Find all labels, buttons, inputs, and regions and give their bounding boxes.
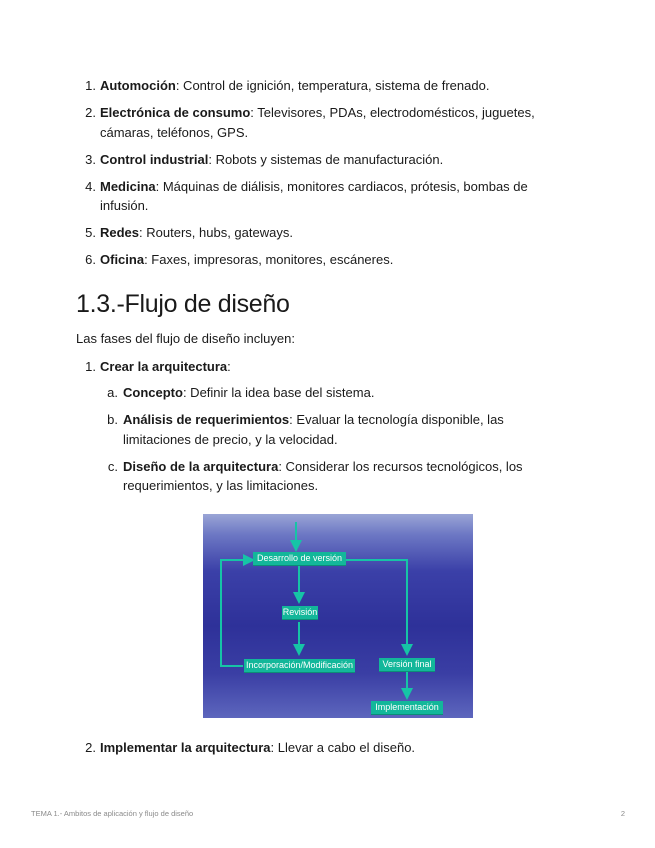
- item-letter: b.: [107, 412, 118, 427]
- item-letter: a.: [107, 385, 118, 400]
- box-implementacion: Implementación: [371, 701, 443, 715]
- item-term: Control industrial: [100, 151, 209, 167]
- section-intro: Las fases del flujo de diseño incluyen:: [76, 331, 295, 346]
- item-term: Análisis de requerimientos: [123, 412, 290, 427]
- item-term: Medicina: [100, 178, 156, 194]
- item-desc: : Evaluar la tecnología disponible, las limitaciones de precio, y la velocidad.: [123, 412, 504, 447]
- list-item: [76, 250, 576, 270]
- item-letter: c.: [107, 458, 118, 474]
- item-term: Redes: [100, 225, 140, 240]
- box-desarrollo-version: Desarrollo de versión: [253, 552, 346, 566]
- list-item: [76, 103, 576, 142]
- item-number: 3.: [85, 151, 96, 167]
- list-item: [76, 76, 576, 96]
- item-desc: : Faxes, impresoras, monitores, escáneres.: [144, 252, 394, 267]
- item-desc: : Definir la idea base del sistema.: [182, 385, 375, 400]
- item-desc: : Televisores, PDAs, electrodomésticos, juguetes, cámaras, teléfonos, GPS.: [100, 105, 535, 140]
- list-item: [76, 150, 576, 170]
- arrow-to-version-final: [346, 560, 407, 654]
- item-term: Concepto: [123, 385, 183, 400]
- section-title: 1.3.-Flujo de diseño: [76, 290, 290, 318]
- footer-title: TEMA 1.- Ambitos de aplicación y flujo de diseño: [31, 809, 194, 818]
- list-item: [76, 223, 576, 243]
- step-implement-architecture: [76, 738, 415, 757]
- item-number: 1.: [85, 78, 96, 93]
- item-desc: :: [227, 359, 231, 374]
- item-number: 1.: [85, 359, 96, 374]
- item-number: 2.: [85, 740, 96, 755]
- box-version-final: Versión final: [379, 658, 435, 672]
- item-desc: : Máquinas de diálisis, monitores cardiacos, prótesis, bombas de infusión.: [100, 178, 528, 213]
- item-term: Crear la arquitectura: [100, 359, 228, 374]
- item-term: Electrónica de consumo: [100, 105, 251, 120]
- item-number: 6.: [85, 252, 96, 267]
- item-desc: : Llevar a cabo el diseño.: [270, 740, 416, 755]
- item-term: Implementar la arquitectura: [100, 740, 271, 755]
- item-desc: : Robots y sistemas de manufacturación.: [208, 151, 444, 167]
- box-incorporacion-modificacion: Incorporación/Modificación: [244, 659, 355, 673]
- box-revision: Revisión: [282, 606, 318, 620]
- item-term: Automoción: [100, 78, 176, 93]
- list-item: [76, 177, 576, 216]
- loop-back-arrow: [221, 560, 253, 666]
- item-number: 5.: [85, 225, 96, 240]
- item-term: Oficina: [100, 252, 145, 267]
- list-item: [100, 410, 560, 449]
- page-number: 2: [620, 809, 625, 818]
- design-flow-diagram: [203, 514, 473, 718]
- item-desc: : Considerar los recursos tecnológicos, los requerimientos, y las limitaciones.: [123, 458, 523, 493]
- list-item: [100, 457, 560, 496]
- applications-list: [76, 76, 576, 277]
- item-number: 2.: [85, 105, 96, 120]
- architecture-subitems: [100, 383, 560, 503]
- diagram-connectors: [203, 514, 473, 718]
- step-create-architecture: [76, 357, 231, 376]
- item-desc: : Control de ignición, temperatura, sistema de frenado.: [175, 78, 490, 93]
- list-item: [100, 383, 560, 403]
- item-term: Diseño de la arquitectura: [123, 458, 279, 474]
- item-number: 4.: [85, 178, 96, 194]
- item-desc: : Routers, hubs, gateways.: [139, 225, 293, 240]
